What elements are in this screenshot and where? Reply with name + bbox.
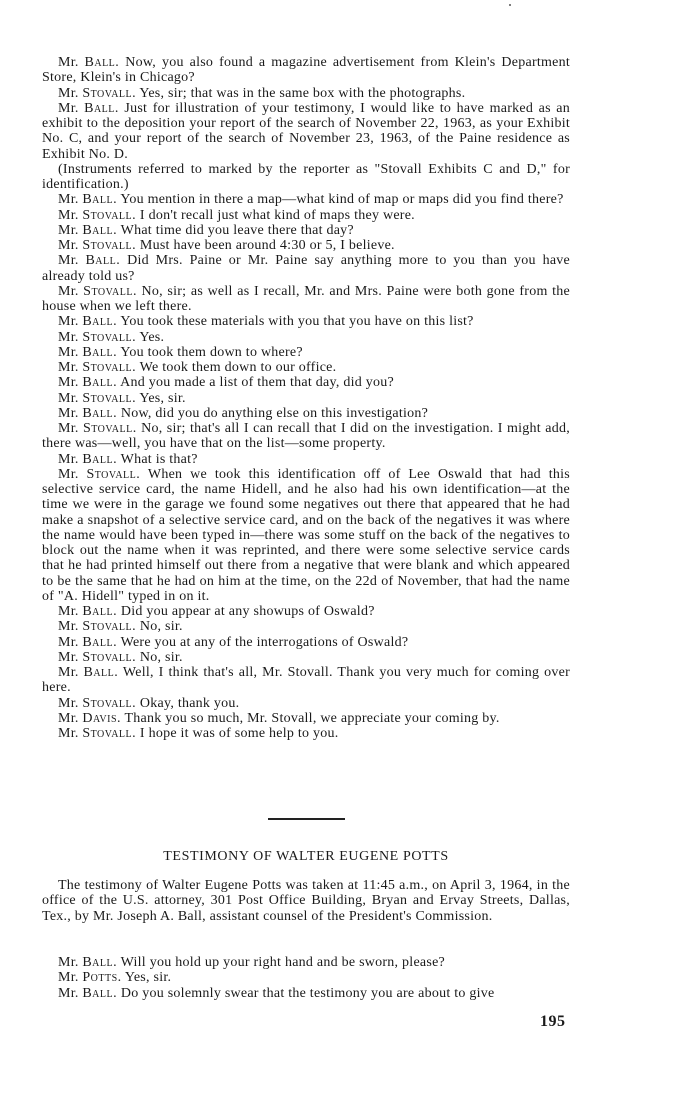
speaker-name: Potts. <box>82 970 122 986</box>
speech-text: And you made a list of them that day, did you? <box>117 375 394 391</box>
speech-text: You mention in there a map—what kind of map or maps did you find there? <box>117 192 564 208</box>
speech-text: Yes, sir. <box>136 390 186 406</box>
transcript-paragraph <box>42 635 570 650</box>
speaker-name: Ball. <box>82 375 118 391</box>
scan-speck <box>509 4 511 6</box>
speech-text: I hope it was of some help to you. <box>136 726 339 741</box>
speech-text: Did you appear at any showups of Oswald? <box>117 604 375 619</box>
speaker-name: Stovall. <box>82 85 137 101</box>
speaker-title: Mr. <box>58 55 79 70</box>
speech-text: Will you hold up your right hand and be sworn, please? <box>117 955 445 970</box>
transcript-paragraph <box>42 467 570 604</box>
intro-paragraph: The testimony of Walter Eugene Potts was taken at 11:45 a.m., on April 3, 1964, in the office of the U.S. attorney, 301 Post Office Building, Bryan and Ervay Streets, Dallas, Tex., by Mr. Joseph A. Ball, assistant counsel of the President's Commission. <box>42 878 570 924</box>
transcript-paragraph <box>42 330 570 345</box>
speech-text: No, sir; that's all I can recall that I did on the investigation. I might add, there was—well, you have that on the list—some property. <box>42 421 571 452</box>
section-divider <box>268 818 345 820</box>
speaker-name: Stovall. <box>82 329 137 345</box>
transcript-paragraph <box>42 619 570 634</box>
speaker-title: Mr. <box>58 253 79 269</box>
transcript-paragraph <box>42 986 570 1001</box>
speech-text: Were you at any of the interrogations of Oswald? <box>117 634 409 650</box>
speaker-title: Mr. <box>58 726 79 741</box>
transcript-paragraph <box>42 604 570 619</box>
speaker-title: Mr. <box>58 360 79 375</box>
speaker-title: Mr. <box>58 329 79 345</box>
speech-text: Yes, sir; that was in the same box with the photographs. <box>136 85 466 101</box>
transcript-paragraph <box>42 421 570 452</box>
speech-text: Okay, thank you. <box>136 695 240 711</box>
speech-text: No, sir. <box>136 649 183 665</box>
speaker-name: Stovall. <box>82 238 137 253</box>
speech-text: Just for illustration of your testimony, I would like to have marked as an exhibit to the deposition your report of the search of November 22, 1963, as your Exhibit No. C, and your report of the search of November 23, 1963, of the Paine residence as Exhibit No. D. <box>42 100 570 162</box>
speaker-name: Ball. <box>82 955 118 970</box>
testimony-intro <box>42 878 570 924</box>
speech-text: Did Mrs. Paine or Mr. Paine say anything more to you than you have already told us? <box>42 253 571 284</box>
speech-text: Do you solemnly swear that the testimony you are about to give <box>117 985 495 1001</box>
transcript-paragraph <box>42 101 570 162</box>
speaker-title: Mr. <box>58 390 79 406</box>
speaker-name: Ball. <box>82 451 118 467</box>
speaker-name: Ball. <box>85 253 121 269</box>
speaker-title: Mr. <box>58 451 79 467</box>
transcript-paragraph <box>42 223 570 238</box>
speech-text: No, sir. <box>136 619 183 635</box>
speaker-title: Mr. <box>58 283 79 299</box>
transcript-paragraph <box>42 284 570 315</box>
transcript-paragraph <box>42 86 570 101</box>
speaker-name: Ball. <box>82 314 118 330</box>
speech-text: Yes. <box>136 329 165 345</box>
speaker-title: Mr. <box>58 207 79 223</box>
page-number: 195 <box>540 1013 566 1030</box>
speech-text: Well, I think that's all, Mr. Stovall. Thank you very much for coming over here. <box>42 665 570 696</box>
speaker-name: Ball. <box>82 405 118 421</box>
speaker-title: Mr. <box>58 192 79 208</box>
transcript-paragraph <box>42 253 570 284</box>
speaker-title: Mr. <box>58 665 79 680</box>
transcript-paragraph <box>42 360 570 375</box>
transcript-part2 <box>42 955 570 1001</box>
speaker-name: Stovall. <box>82 421 137 436</box>
speaker-title: Mr. <box>58 344 79 360</box>
speaker-name: Ball. <box>82 634 118 650</box>
speaker-title: Mr. <box>58 222 79 238</box>
speaker-name: Davis. <box>82 710 121 726</box>
speaker-name: Ball. <box>84 100 119 116</box>
transcript-paragraph <box>42 314 570 329</box>
transcript-paragraph <box>42 192 570 207</box>
transcript-paragraph <box>42 345 570 360</box>
speaker-name: Stovall. <box>83 283 137 299</box>
speech-text: No, sir; as well as I recall, Mr. and Mrs. Paine were both gone from the house when we left there. <box>42 283 571 314</box>
speaker-name: Stovall. <box>86 466 141 482</box>
speaker-title: Mr. <box>58 985 79 1001</box>
speaker-title: Mr. <box>58 695 79 711</box>
speaker-title: Mr. <box>58 314 79 330</box>
transcript-paragraph <box>42 726 570 741</box>
speech-text: I don't recall just what kind of maps they were. <box>136 207 415 223</box>
transcript-paragraph <box>42 406 570 421</box>
speaker-name: Stovall. <box>82 726 137 741</box>
speaker-title: Mr. <box>58 619 79 635</box>
speech-text: What time did you leave there that day? <box>117 222 354 238</box>
speaker-name: Stovall. <box>82 360 137 375</box>
speaker-title: Mr. <box>58 604 79 619</box>
speaker-name: Stovall. <box>82 619 137 635</box>
transcript-part1 <box>42 55 570 741</box>
speaker-name: Ball. <box>82 222 118 238</box>
speech-text: Must have been around 4:30 or 5, I believe. <box>136 238 395 253</box>
speaker-title: Mr. <box>58 405 79 421</box>
speaker-name: Ball. <box>82 192 118 208</box>
transcript-paragraph <box>42 696 570 711</box>
speaker-name: Ball. <box>84 55 120 70</box>
speaker-title: Mr. <box>58 970 79 986</box>
transcript-paragraph <box>42 955 570 970</box>
transcript-paragraph <box>42 970 570 985</box>
speech-text: (Instruments referred to marked by the reporter as "Stovall Exhibits C and D," for identification.) <box>42 161 570 192</box>
speaker-title: Mr. <box>58 710 79 726</box>
speech-text: You took these materials with you that you have on this list? <box>117 314 474 330</box>
transcript-paragraph <box>42 391 570 406</box>
transcript-paragraph <box>42 55 570 86</box>
transcript-paragraph <box>42 452 570 467</box>
speaker-title: Mr. <box>58 421 79 436</box>
speaker-name: Ball. <box>82 604 118 619</box>
speech-text: You took them down to where? <box>117 344 303 360</box>
speech-text: When we took this identification off of Lee Oswald that had this selective service card, the name Hidell, and he also had his own identification—at the time we were in the garage we found some negatives out there that appeared that he had make a snapshot of a selective service card, and on the back of the negatives it was where the name would have been typed in—there was some stuff on the back of the negatives to block out the name when it was reprinted, and there were some selective service cards that he had printed himself out there from a negative that were blank and which appeared to be the same that he had on him at the time, on the 22d of November, that had the name of "A. Hidell" typed in on it. <box>42 466 570 604</box>
transcript-paragraph <box>42 208 570 223</box>
speech-text: We took them down to our office. <box>136 360 337 375</box>
speaker-title: Mr. <box>58 375 79 391</box>
speech-text: What is that? <box>117 451 198 467</box>
transcript-paragraph <box>42 162 570 193</box>
transcript-paragraph <box>42 650 570 665</box>
speaker-title: Mr. <box>58 85 79 101</box>
speaker-name: Stovall. <box>82 207 137 223</box>
speech-text: Now, you also found a magazine advertisement from Klein's Department Store, Klein's in Chicago? <box>42 55 570 86</box>
speech-text: Thank you so much, Mr. Stovall, we appreciate your coming by. <box>121 710 500 726</box>
speaker-title: Mr. <box>58 634 79 650</box>
transcript-paragraph <box>42 238 570 253</box>
transcript-paragraph <box>42 375 570 390</box>
speaker-title: Mr. <box>58 649 79 665</box>
speaker-name: Ball. <box>83 665 119 680</box>
speech-text: Yes, sir. <box>121 970 172 986</box>
speaker-title: Mr. <box>58 238 79 253</box>
speaker-name: Stovall. <box>82 695 137 711</box>
speaker-title: Mr. <box>58 955 79 970</box>
speaker-name: Ball. <box>82 985 118 1001</box>
speech-text: Now, did you do anything else on this investigation? <box>117 405 429 421</box>
speaker-title: Mr. <box>58 466 79 482</box>
transcript-paragraph <box>42 665 570 696</box>
speaker-name: Stovall. <box>82 649 137 665</box>
speaker-title: Mr. <box>58 100 79 116</box>
section-heading: TESTIMONY OF WALTER EUGENE POTTS <box>163 849 449 864</box>
speaker-name: Stovall. <box>82 390 137 406</box>
speaker-name: Ball. <box>82 344 118 360</box>
transcript-paragraph <box>42 711 570 726</box>
